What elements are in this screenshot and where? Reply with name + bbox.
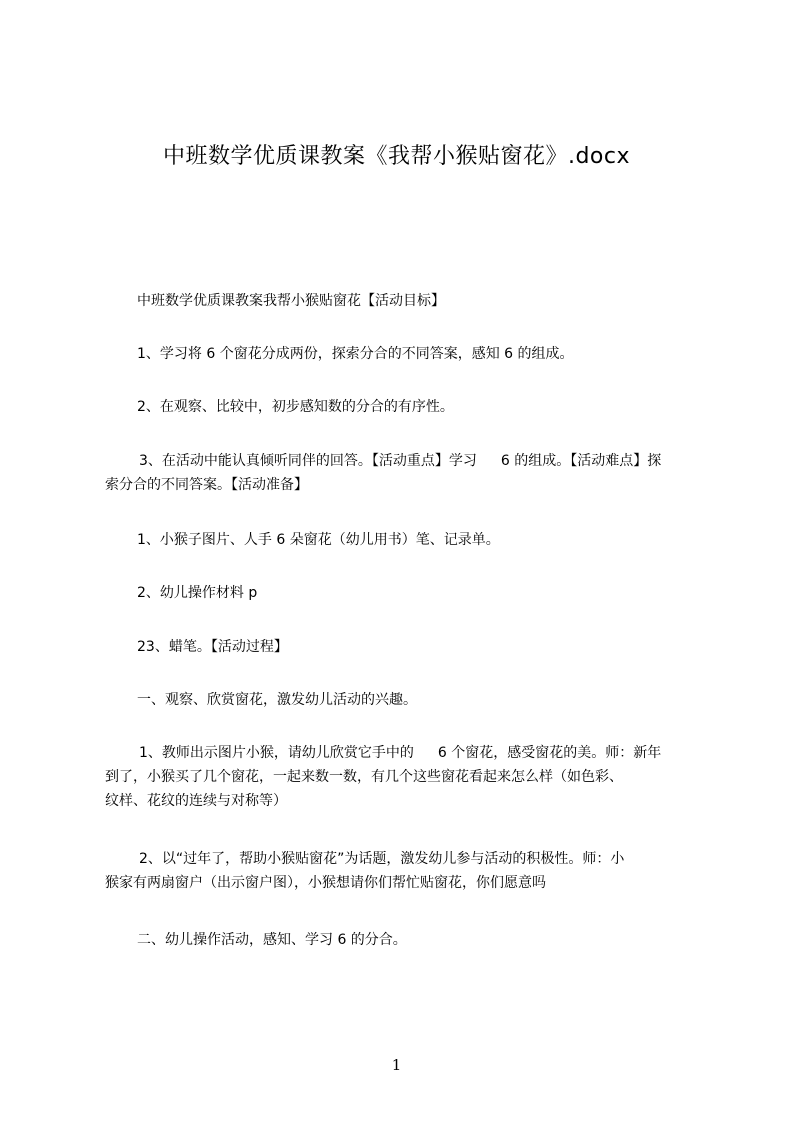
- paragraph-line: [105, 765, 715, 789]
- paragraph-text: 2、以“过年了，帮助小猴贴窗花”为话题，激发幼儿参与活动的积极性。师：小: [139, 851, 625, 867]
- paragraph-text: 6 的组成。【活动难点】探: [500, 453, 662, 469]
- paragraph-goal-3: [105, 449, 715, 497]
- paragraph-step-1-1: [105, 741, 715, 813]
- paragraph-prep-1: [105, 528, 715, 552]
- paragraph-text: 2、在观察、比较中，初步感知数的分合的有序性。: [137, 399, 454, 415]
- paragraph-step-1-2: [105, 847, 715, 895]
- paragraph-text: 3、在活动中能认真倾听同伴的回答。【活动重点】学习: [139, 453, 477, 469]
- paragraph-line: [105, 871, 715, 895]
- paragraph-text: 2、幼儿操作材料 p: [137, 585, 258, 601]
- paragraph-prep-2: [105, 581, 715, 605]
- paragraph-goal-1: [105, 342, 715, 366]
- paragraph-line: [105, 741, 715, 765]
- paragraph-text: 1、学习将 6 个窗花分成两份，探索分合的不同答案，感知 6 的组成。: [137, 346, 574, 362]
- paragraph-prep-3: [105, 635, 715, 659]
- paragraph-step-2: [105, 928, 715, 952]
- paragraph-text: 二、幼儿操作活动，感知、学习 6 的分合。: [137, 932, 407, 948]
- paragraph-text: 到了，小猴买了几个窗花，一起来数一数，有几个这些窗花看起来怎么样（如色彩、: [105, 769, 623, 785]
- paragraph-text: 中班数学优质课教案我帮小猴贴窗花【活动目标】: [137, 293, 445, 309]
- paragraph-text: 23、蜡笔。【活动过程】: [137, 639, 288, 655]
- document-title: 中班数学优质课教案《我帮小猴贴窗花》.docx: [162, 144, 631, 169]
- paragraph-intro: [105, 289, 715, 313]
- paragraph-text: 猴家有两扇窗户（出示窗户图），小猴想请你们帮忙贴窗花，你们愿意吗: [105, 875, 546, 891]
- paragraph-text: 一、观察、欣赏窗花，激发幼儿活动的兴趣。: [137, 692, 417, 708]
- paragraph-line: [105, 789, 715, 813]
- paragraph-goal-2: [105, 395, 715, 419]
- paragraph-line: [105, 449, 715, 473]
- paragraph-text: 1、小猴子图片、人手 6 朵窗花（幼儿用书）笔、记录单。: [137, 532, 500, 548]
- page-number: 1: [391, 1056, 402, 1074]
- paragraph-line: [105, 847, 715, 871]
- paragraph-line: [105, 473, 715, 497]
- paragraph-text: 6 个窗花，感受窗花的美。师：新年: [437, 745, 662, 761]
- paragraph-text: 索分合的不同答案。【活动准备】: [105, 477, 308, 493]
- paragraph-step-1: [105, 688, 715, 712]
- paragraph-text: 纹样、花纹的连续与对称等）: [105, 793, 287, 809]
- paragraph-text: 1、教师出示图片小猴，请幼儿欣赏它手中的: [139, 745, 414, 761]
